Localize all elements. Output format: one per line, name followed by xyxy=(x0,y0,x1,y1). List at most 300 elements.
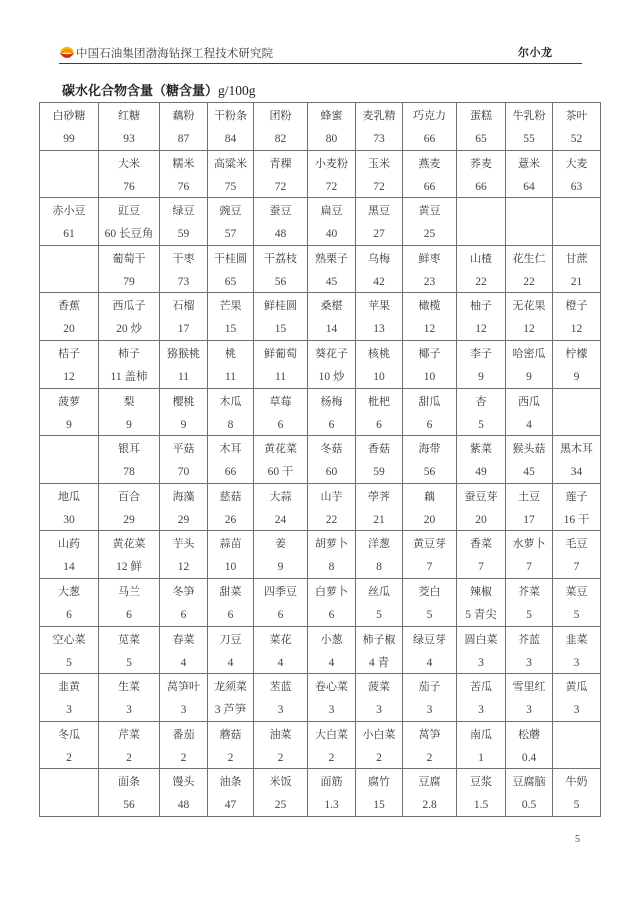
petrochina-logo-icon xyxy=(59,45,75,59)
carb-value: 93 xyxy=(123,133,135,145)
food-cell xyxy=(506,293,553,341)
food-name: 葵花子 xyxy=(315,346,348,360)
food-cell xyxy=(208,150,254,198)
food-cell xyxy=(457,388,506,436)
carb-value: 6 xyxy=(277,418,284,431)
food-name: 大蒜 xyxy=(269,489,292,503)
carb-value: 2 xyxy=(227,751,234,764)
food-name: 洋葱 xyxy=(368,537,390,551)
food-cell xyxy=(254,340,308,388)
food-cell xyxy=(308,103,356,151)
food-cell xyxy=(160,293,208,341)
carb-value: 8 xyxy=(328,561,335,574)
carb-value: 6 xyxy=(328,608,335,621)
food-cell xyxy=(356,198,403,246)
food-cell xyxy=(457,293,506,341)
food-name: 干粉条 xyxy=(214,109,247,122)
food-cell xyxy=(254,150,308,198)
food-name: 香蕉 xyxy=(58,299,80,313)
food-name: 紫菜 xyxy=(470,442,492,456)
food-name: 油条 xyxy=(219,775,242,789)
carb-value: 16 干 xyxy=(563,513,590,526)
food-name: 苤蓝 xyxy=(269,680,292,694)
food-cell xyxy=(208,531,254,579)
carb-value: 15 xyxy=(224,323,237,336)
food-name: 黑豆 xyxy=(368,204,390,218)
food-cell xyxy=(160,483,208,531)
carb-value: 25 xyxy=(274,799,287,812)
food-cell xyxy=(40,340,99,388)
food-cell xyxy=(308,436,356,484)
food-cell xyxy=(403,483,457,531)
food-name: 桃 xyxy=(225,346,236,360)
food-name: 青稞 xyxy=(269,156,292,170)
food-name: 蚕豆芽 xyxy=(464,489,498,503)
carb-value: 3 xyxy=(277,704,284,717)
food-cell xyxy=(506,531,553,579)
empty-cell xyxy=(40,150,99,198)
food-name: 赤小豆 xyxy=(52,204,86,218)
food-cell xyxy=(40,626,99,674)
food-name: 松蘑 xyxy=(518,727,540,741)
carb-value: 82 xyxy=(274,133,287,145)
food-name: 高粱米 xyxy=(214,156,247,170)
food-name: 白萝卜 xyxy=(315,584,348,598)
food-cell xyxy=(40,103,99,151)
food-name: 豇豆 xyxy=(118,204,140,218)
food-cell xyxy=(208,674,254,722)
carb-value: 23 xyxy=(423,275,436,288)
carb-value: 14 xyxy=(63,561,75,574)
carb-value: 11 xyxy=(274,370,287,383)
food-name: 海藻 xyxy=(172,489,195,503)
food-cell xyxy=(160,436,208,484)
carb-value: 45 xyxy=(523,466,535,479)
carb-value: 21 xyxy=(373,513,385,526)
carb-value: 20 炒 xyxy=(116,323,142,336)
carb-value: 3 xyxy=(478,704,484,717)
carb-value: 6 xyxy=(126,608,132,621)
food-cell xyxy=(308,483,356,531)
food-cell xyxy=(356,483,403,531)
carb-value: 24 xyxy=(274,513,287,526)
food-name: 黄花菜 xyxy=(264,442,297,456)
carb-value: 5 xyxy=(376,608,382,621)
carb-value: 4 xyxy=(227,656,234,669)
food-name: 黄豆 xyxy=(418,204,441,218)
food-cell xyxy=(99,483,160,531)
food-name: 大米 xyxy=(118,156,140,170)
food-cell xyxy=(506,483,553,531)
food-name: 山楂 xyxy=(470,251,492,265)
carb-value: 9 xyxy=(478,370,484,383)
carb-value: 10 xyxy=(423,370,436,383)
food-name: 土豆 xyxy=(518,489,540,503)
food-name: 藕粉 xyxy=(172,109,195,122)
food-name: 黄豆芽 xyxy=(413,537,446,551)
food-cell xyxy=(356,626,403,674)
title-unit: g/100g xyxy=(218,83,256,98)
carb-value: 22 xyxy=(475,275,487,288)
food-cell xyxy=(308,769,356,817)
food-cell xyxy=(308,198,356,246)
carb-value: 7 xyxy=(526,561,532,574)
food-name: 干荔枝 xyxy=(264,251,297,265)
carb-value: 2 xyxy=(66,751,72,764)
food-cell xyxy=(208,626,254,674)
carb-value: 20 xyxy=(423,513,436,526)
food-cell xyxy=(553,674,601,722)
carb-value: 76 xyxy=(177,180,190,193)
carb-value: 25 xyxy=(423,228,436,241)
food-cell xyxy=(403,150,457,198)
food-name: 水萝卜 xyxy=(512,537,546,551)
carb-value: 66 xyxy=(423,180,436,193)
carb-value: 9 xyxy=(180,418,187,431)
carb-value: 20 xyxy=(475,513,487,526)
food-name: 杨梅 xyxy=(320,394,343,408)
food-name: 面筋 xyxy=(320,775,343,789)
carb-value: 10 xyxy=(224,561,237,574)
carb-value: 29 xyxy=(177,513,190,526)
food-cell xyxy=(99,198,160,246)
food-name: 春菜 xyxy=(172,632,195,646)
food-name: 枇杷 xyxy=(368,394,390,408)
carb-value: 56 xyxy=(423,466,436,479)
food-cell xyxy=(553,483,601,531)
carb-value: 70 xyxy=(177,466,190,479)
food-cell xyxy=(506,769,553,817)
food-name: 红糖 xyxy=(118,109,140,122)
food-name: 刀豆 xyxy=(219,632,242,646)
food-cell xyxy=(308,721,356,769)
food-name: 荸荠 xyxy=(368,489,390,503)
food-cell xyxy=(254,531,308,579)
food-name: 馒头 xyxy=(172,775,195,789)
food-name: 乌梅 xyxy=(368,251,390,265)
header-divider xyxy=(59,63,582,64)
carb-value: 3 xyxy=(426,704,433,717)
carb-value: 8 xyxy=(227,418,234,431)
carb-value: 12 xyxy=(523,323,535,336)
carb-value: 99 xyxy=(63,133,75,145)
food-cell xyxy=(208,436,254,484)
carb-value: 45 xyxy=(325,275,338,288)
food-cell xyxy=(356,103,403,151)
carb-value: 3 芦笋 xyxy=(214,704,247,717)
carb-value: 0.4 xyxy=(521,751,537,764)
food-cell xyxy=(308,388,356,436)
table-row xyxy=(40,626,601,674)
food-cell xyxy=(40,198,99,246)
food-name: 圆白菜 xyxy=(464,632,498,646)
food-name: 干枣 xyxy=(172,251,195,265)
food-name: 薏米 xyxy=(518,156,540,170)
food-cell xyxy=(160,578,208,626)
food-name: 龙须菜 xyxy=(214,680,247,694)
food-cell xyxy=(208,388,254,436)
food-cell xyxy=(506,150,553,198)
carb-value: 65 xyxy=(224,275,237,288)
food-name: 哈密瓜 xyxy=(512,346,546,360)
food-cell xyxy=(457,721,506,769)
food-name: 黄花菜 xyxy=(112,537,146,551)
carb-value: 30 xyxy=(63,513,75,526)
food-cell xyxy=(208,340,254,388)
carb-value: 29 xyxy=(123,513,135,526)
food-name: 茭白 xyxy=(418,584,441,598)
food-name: 大麦 xyxy=(565,156,588,170)
food-cell xyxy=(356,436,403,484)
food-name: 梨 xyxy=(123,394,135,408)
food-name: 核桃 xyxy=(368,346,390,360)
carb-value: 2 xyxy=(180,751,187,764)
food-name: 椰子 xyxy=(418,346,441,360)
food-name: 橙子 xyxy=(565,299,588,313)
food-name: 芥蓝 xyxy=(518,632,540,646)
food-table-body xyxy=(40,103,601,817)
carb-value: 9 xyxy=(277,561,284,574)
food-name: 巧克力 xyxy=(413,109,446,122)
carb-value: 79 xyxy=(123,275,135,288)
food-cell xyxy=(457,626,506,674)
empty-cell xyxy=(506,198,553,246)
table-row xyxy=(40,578,601,626)
carb-value: 2 xyxy=(328,751,335,764)
carb-value: 12 xyxy=(570,323,583,336)
food-cell xyxy=(403,578,457,626)
food-cell xyxy=(506,626,553,674)
table-row xyxy=(40,436,601,484)
carb-value: 2 xyxy=(277,751,284,764)
food-cell xyxy=(403,674,457,722)
food-cell xyxy=(403,769,457,817)
food-name: 豆腐 xyxy=(418,775,441,789)
food-name: 苋菜 xyxy=(118,632,140,646)
carb-value: 22 xyxy=(325,513,338,526)
food-name: 熟栗子 xyxy=(315,251,348,265)
carb-value: 3 xyxy=(66,704,72,717)
food-name: 韭菜 xyxy=(565,632,588,646)
table-row xyxy=(40,388,601,436)
food-cell xyxy=(403,340,457,388)
food-cell xyxy=(160,626,208,674)
food-name: 西瓜 xyxy=(518,394,540,408)
food-name: 西瓜子 xyxy=(112,299,146,313)
carb-value: 4 xyxy=(526,418,532,431)
carb-value: 3 xyxy=(376,704,382,717)
food-name: 柚子 xyxy=(470,299,492,313)
food-cell xyxy=(99,531,160,579)
carb-value: 3 xyxy=(328,704,335,717)
food-name: 甜菜 xyxy=(219,584,242,598)
food-name: 玉米 xyxy=(368,156,390,170)
food-cell xyxy=(254,578,308,626)
food-cell xyxy=(160,721,208,769)
food-name: 菠萝 xyxy=(58,394,80,408)
food-cell xyxy=(356,769,403,817)
author-name: 尔小龙 xyxy=(518,46,553,59)
food-cell xyxy=(457,483,506,531)
food-cell xyxy=(160,531,208,579)
carb-value: 1.5 xyxy=(473,799,489,812)
food-name: 雪里红 xyxy=(512,680,546,694)
food-name: 桔子 xyxy=(58,346,80,360)
food-name: 米饭 xyxy=(269,775,292,789)
food-cell xyxy=(208,245,254,293)
food-cell xyxy=(457,436,506,484)
food-name: 慈菇 xyxy=(219,489,242,503)
carb-value: 10 炒 xyxy=(318,370,345,383)
carb-value: 3 xyxy=(478,656,484,669)
carb-value: 8 xyxy=(376,561,382,574)
food-name: 蒜苗 xyxy=(219,537,242,551)
food-cell xyxy=(208,293,254,341)
carb-value: 5 xyxy=(526,608,532,621)
food-name: 胡萝卜 xyxy=(315,537,348,551)
carb-value: 6 xyxy=(227,608,234,621)
food-name: 豆浆 xyxy=(470,775,492,789)
food-cell xyxy=(308,150,356,198)
empty-cell xyxy=(457,198,506,246)
food-cell xyxy=(254,769,308,817)
food-name: 蚕豆 xyxy=(269,204,292,218)
carb-value: 7 xyxy=(478,561,484,574)
food-name: 菠菜 xyxy=(368,680,390,694)
carb-value: 6 xyxy=(277,608,284,621)
food-cell xyxy=(160,388,208,436)
food-cell xyxy=(99,721,160,769)
carb-value: 66 xyxy=(475,180,487,193)
carb-value: 7 xyxy=(426,561,433,574)
table-row xyxy=(40,769,601,817)
food-cell xyxy=(40,293,99,341)
food-cell xyxy=(506,103,553,151)
food-name: 地瓜 xyxy=(58,489,80,503)
food-name: 马兰 xyxy=(118,584,140,598)
table-row xyxy=(40,721,601,769)
food-name: 平菇 xyxy=(172,442,195,456)
page-title xyxy=(62,82,256,101)
food-cell xyxy=(553,626,601,674)
carb-value: 5 xyxy=(573,799,580,812)
carb-value: 0.5 xyxy=(521,799,537,812)
food-cell xyxy=(403,388,457,436)
food-name: 无花果 xyxy=(512,299,546,313)
food-name: 银耳 xyxy=(118,442,140,456)
food-cell xyxy=(506,245,553,293)
carb-value: 4 xyxy=(328,656,335,669)
food-name: 鲜葡萄 xyxy=(264,346,297,360)
food-cell xyxy=(553,245,601,293)
food-cell xyxy=(99,150,160,198)
carb-value: 66 xyxy=(224,466,237,479)
food-name: 小麦粉 xyxy=(315,156,348,170)
food-cell xyxy=(308,245,356,293)
food-cell xyxy=(553,531,601,579)
carb-value: 11 xyxy=(177,370,190,383)
food-cell xyxy=(99,674,160,722)
carb-value: 2 xyxy=(126,751,132,764)
carb-value: 4 xyxy=(426,656,433,669)
empty-cell xyxy=(553,721,601,769)
organization-name: 中国石油集团渤海钻探工程技术研究院 xyxy=(76,46,274,60)
carb-value: 80 xyxy=(325,133,338,145)
carb-value: 4 青 xyxy=(368,656,390,669)
food-name: 山药 xyxy=(58,537,80,551)
carb-value: 60 xyxy=(325,466,338,479)
food-cell xyxy=(208,198,254,246)
food-cell xyxy=(553,150,601,198)
carb-value: 2 xyxy=(426,751,433,764)
carb-value: 9 xyxy=(66,418,72,431)
carb-value: 5 xyxy=(478,418,484,431)
food-cell xyxy=(99,388,160,436)
food-name: 杏 xyxy=(475,394,487,408)
food-cell xyxy=(457,245,506,293)
food-cell xyxy=(208,769,254,817)
carb-value: 5 xyxy=(66,656,72,669)
food-name: 猴头菇 xyxy=(512,442,546,456)
food-cell xyxy=(403,103,457,151)
food-cell xyxy=(506,436,553,484)
food-name: 菜花 xyxy=(269,632,292,646)
food-name: 白砂糖 xyxy=(52,109,86,122)
food-cell xyxy=(308,578,356,626)
carb-value: 12 xyxy=(423,323,436,336)
food-name: 葡萄干 xyxy=(112,251,146,265)
food-cell xyxy=(208,578,254,626)
food-name: 莴笋叶 xyxy=(167,680,200,694)
food-name: 小葱 xyxy=(320,632,343,646)
food-name: 冬菇 xyxy=(320,442,343,456)
empty-cell xyxy=(40,769,99,817)
food-name: 豆腐脑 xyxy=(512,775,546,789)
table-row xyxy=(40,150,601,198)
food-name: 油菜 xyxy=(269,727,292,741)
food-cell xyxy=(308,531,356,579)
carb-value: 60 干 xyxy=(267,466,294,479)
food-name: 百合 xyxy=(118,489,140,503)
food-name: 莲子 xyxy=(565,489,588,503)
carb-value: 11 xyxy=(224,370,237,383)
food-cell xyxy=(457,674,506,722)
carb-value: 64 xyxy=(523,180,535,193)
carb-value: 12 xyxy=(63,370,75,383)
carb-value: 61 xyxy=(63,228,75,241)
food-name: 牛乳粉 xyxy=(512,109,546,122)
carb-value: 9 xyxy=(126,418,132,431)
carb-value: 3 xyxy=(573,656,580,669)
food-name: 空心菜 xyxy=(52,632,86,646)
carb-value: 1 xyxy=(478,751,484,764)
carb-value: 17 xyxy=(177,323,190,336)
carb-value: 4 xyxy=(180,656,187,669)
food-name: 木瓜 xyxy=(219,394,242,408)
food-cell xyxy=(403,626,457,674)
food-name: 茶叶 xyxy=(565,109,588,122)
food-cell xyxy=(208,721,254,769)
food-cell xyxy=(40,531,99,579)
food-cell xyxy=(254,103,308,151)
food-cell xyxy=(356,531,403,579)
table-row xyxy=(40,531,601,579)
carb-value: 5 青尖 xyxy=(465,608,497,621)
carb-value: 14 xyxy=(325,323,338,336)
food-cell xyxy=(160,674,208,722)
food-cell xyxy=(553,769,601,817)
food-cell xyxy=(99,245,160,293)
